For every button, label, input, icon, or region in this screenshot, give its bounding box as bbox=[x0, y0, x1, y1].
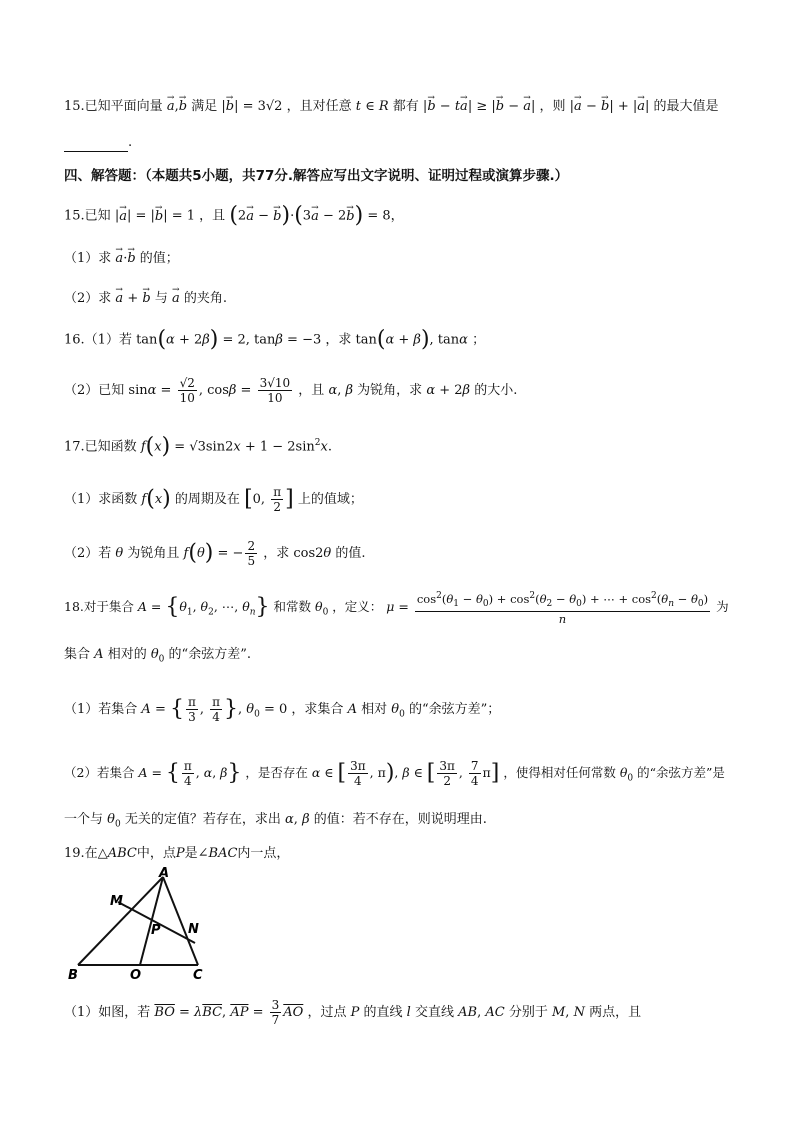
q18-part1: （1）若集合 A = { $\frac{\pi}{3}$ , $\frac{\pi}{4}$ }, $\theta_0 = 0$ ，求集合 A 相对 $\theta_0$ 的“余弦方差”； bbox=[64, 695, 501, 724]
label-o: O bbox=[130, 968, 142, 983]
q15-tail: 的最大值是 bbox=[653, 99, 719, 114]
q15b-stem: 15.已知 |→ a| = |→ b| = 1 ，且 (2→ a − → b)·(3→ a − 2→ b) = 8， bbox=[64, 207, 404, 226]
label-a: A bbox=[159, 866, 170, 881]
q18-line3: 一个与 $\theta_0$ 无关的定值？若存在，求出 α, β 的值：若不存在，则说明理由. bbox=[64, 812, 487, 830]
label-n: N bbox=[188, 922, 199, 937]
q18-line2: 集合 A 相对的 $\theta_0$ 的“余弦方差”. bbox=[64, 647, 251, 665]
label-m: M bbox=[110, 894, 123, 909]
q15-prefix: 15.已知平面向量 bbox=[64, 99, 163, 114]
q15-blank-line: . bbox=[64, 134, 132, 152]
q16-part2: （2）已知 sinα = $\frac{√2}{10}$ , cosβ = $\frac{3√10}{10}$ ，且 α, β 为锐角，求 α + 2β 的大小. bbox=[64, 376, 518, 405]
q17-part1: （1）求函数 f(x) 的周期及在 [0, $\frac{\pi}{2}$ ] 上的值域； bbox=[64, 485, 363, 514]
q15-all: 都有 bbox=[392, 99, 419, 114]
q15-mid: ，且对任意 bbox=[286, 99, 352, 114]
label-p: P bbox=[151, 923, 161, 938]
answer-blank bbox=[64, 139, 128, 152]
section-heading: 四、解答题：（本题共5小题，共77分.解答应写出文字说明、证明过程或演算步骤.） bbox=[64, 168, 569, 184]
q19-part1: （1）如图，若 $\overline{BO} = \lambda\overline{BC}$, $\overline{AP}$ = $\frac{3}{7}$ $\overline{AO}$ ，过点 P 的直线 l 交直线 AB, AC 分别于 M, N 两点，且 bbox=[64, 998, 642, 1027]
label-b: B bbox=[68, 968, 78, 983]
q15-cond: 满足 bbox=[191, 99, 218, 114]
side-ac bbox=[163, 877, 198, 965]
label-c: C bbox=[193, 968, 203, 983]
q15-then: ，则 bbox=[539, 99, 566, 114]
q19-stem: 19.在△ABC中，点P是∠BAC内一点， bbox=[64, 846, 290, 861]
q18-part2: （2）若集合 A = { $\frac{\pi}{4}$ , α, β} ，是否存在 α ∈ [ $\frac{3\pi}{4}$ , π), β ∈ [ $\frac{3\pi}{2}$ , $\frac{7}{4}$ π] ，使得相对任何常数 $\theta_0$ 的“余弦方差”是 bbox=[64, 759, 725, 788]
q15-fill-line: 15.已知平面向量 → a,→ b 满足 |→ b| = 3√2 ，且对任意 t ∈ R 都有 |→ b − t→ a| ≥ |→ b − → a| ，则 |→ a − → b| + |→ a| 的最大值是 bbox=[64, 98, 719, 116]
q16-part1: 16.（1）若 tan(α + 2β) = 2, tanβ = −3 ，求 tan(α + β), tanα ； bbox=[64, 327, 486, 352]
q15b-part1: （1）求 → a·→ b 的值； bbox=[64, 250, 179, 268]
side-ab bbox=[78, 877, 163, 965]
q17-stem: 17.已知函数 $f(x) = √3\sin 2x + 1 - 2\sin^2x$. bbox=[64, 433, 332, 459]
q18-stem: 18.对于集合 $A = \{\theta_1$, $\theta_2$, ⋯, $\theta_n$} 和常数 $\theta_0$ ，定义： μ = $\frac{\cos^2(\theta_1 - \theta_0) + \cos^2(\theta_2 - \theta_0) + \cdots + \cos^2(\theta_n - \theta_0)}{n}$ 为 bbox=[64, 591, 729, 627]
triangle-figure bbox=[60, 865, 220, 985]
q17-part2: （2）若 θ 为锐角且 f(θ) = − $\frac{2}{5}$ ，求 cos2θ 的值. bbox=[64, 539, 366, 568]
q15b-part2: （2）求 → a + → b 与 → a 的夹角. bbox=[64, 290, 227, 308]
